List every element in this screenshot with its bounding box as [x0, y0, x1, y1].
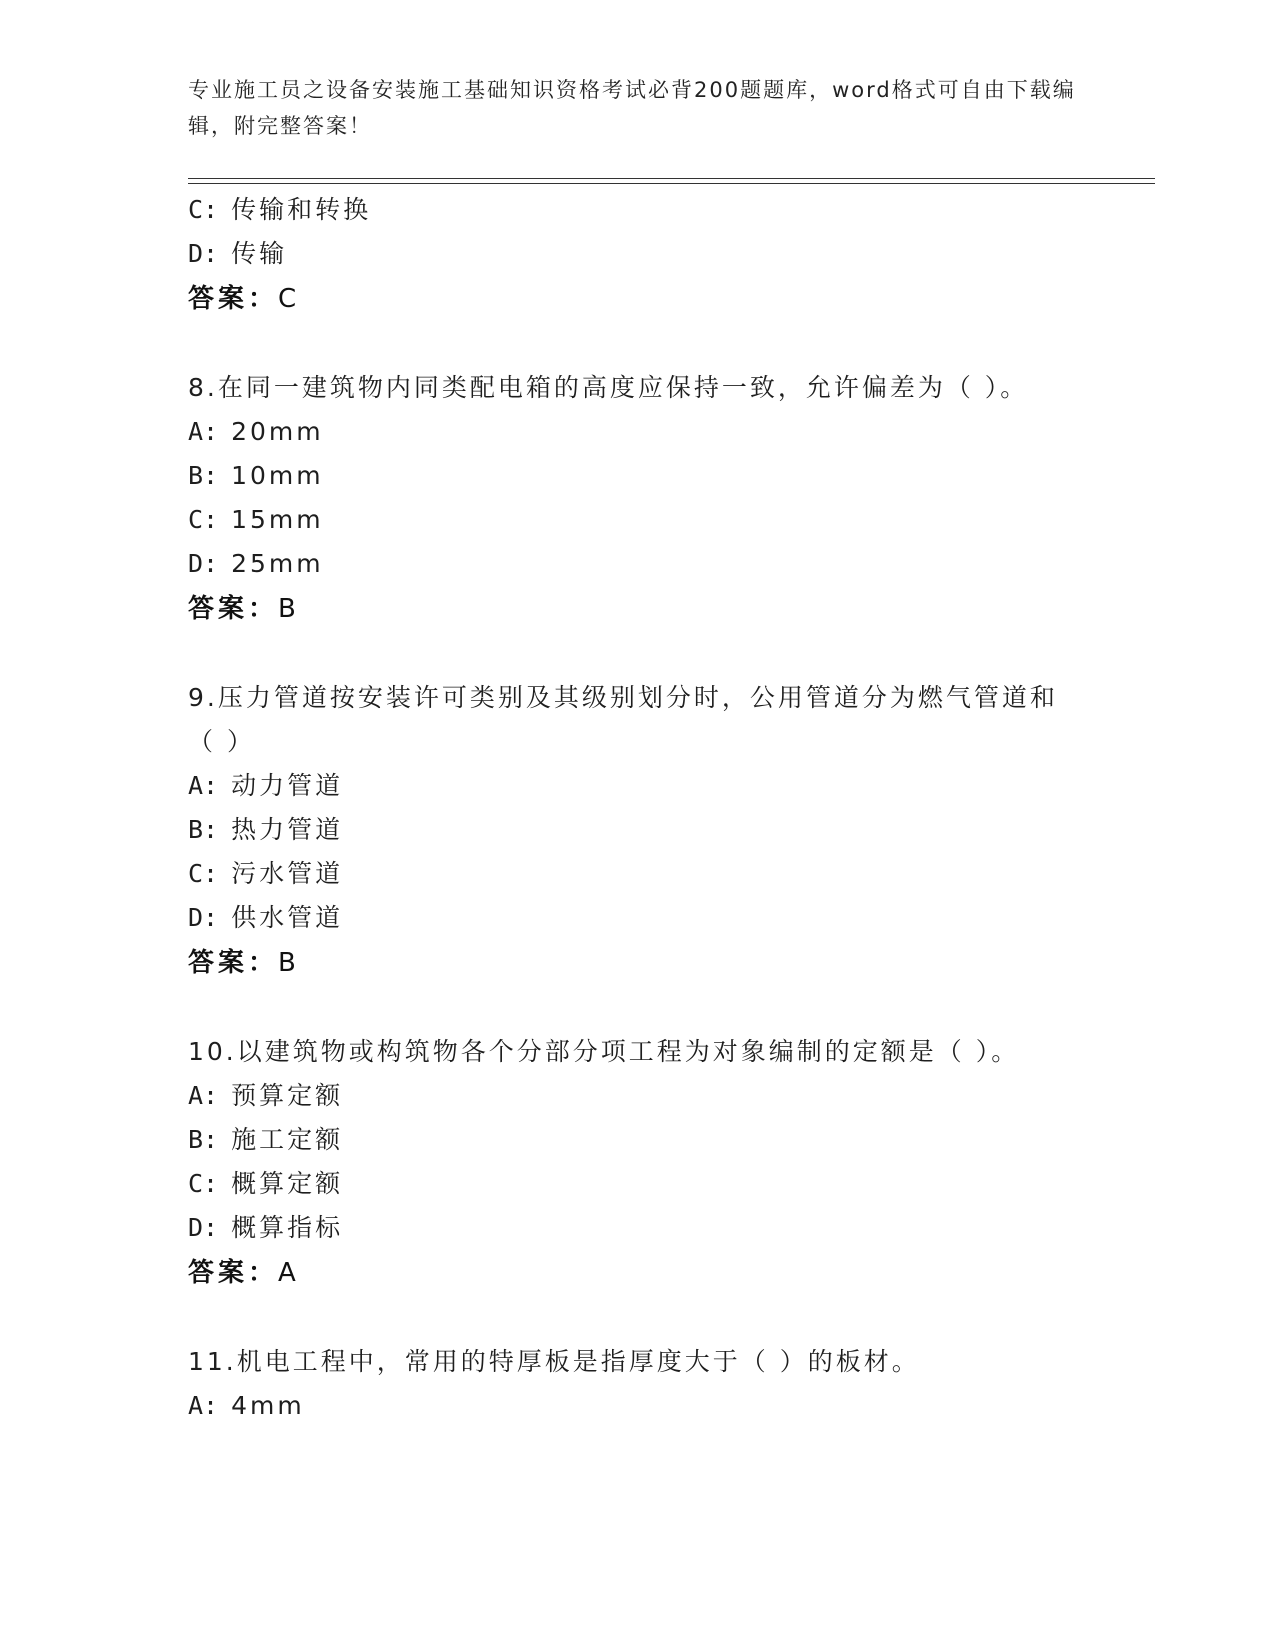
- option-a: [188, 410, 1088, 454]
- answer-value: C: [278, 284, 298, 314]
- answer-label: 答案：: [188, 948, 279, 978]
- option-b: [188, 808, 1088, 852]
- option-c: [188, 188, 1088, 232]
- option-d: [188, 542, 1088, 586]
- option-text: 动力管道: [231, 771, 344, 800]
- option-label: B:: [188, 1125, 219, 1154]
- answer-value: A: [278, 1258, 297, 1288]
- option-text: 传输和转换: [231, 195, 372, 224]
- option-label: A:: [188, 417, 219, 446]
- option-label: C:: [188, 859, 219, 888]
- answer-value: B: [278, 594, 297, 624]
- option-a: [188, 764, 1088, 808]
- answer-line: [188, 1250, 1088, 1296]
- answer-label: 答案：: [188, 1258, 279, 1288]
- option-text: 15mm: [231, 505, 324, 534]
- option-text: 传输: [231, 239, 288, 268]
- question-number: 10.: [188, 1037, 237, 1066]
- option-text: 4mm: [231, 1391, 305, 1420]
- answer-line: [188, 586, 1088, 632]
- option-label: A:: [188, 1391, 219, 1420]
- option-text: 预算定额: [231, 1081, 344, 1110]
- answer-label: 答案：: [188, 284, 279, 314]
- option-label: D:: [188, 903, 219, 932]
- question-text: 在同一建筑物内同类配电箱的高度应保持一致，允许偏差为（ ）。: [217, 373, 1029, 402]
- option-a: [188, 1384, 1088, 1428]
- option-text: 10mm: [231, 461, 324, 490]
- option-b: [188, 1118, 1088, 1162]
- header-divider-top: [188, 178, 1155, 179]
- question-stem: [188, 1340, 1068, 1384]
- option-c: [188, 498, 1088, 542]
- option-text: 25mm: [231, 549, 324, 578]
- question-stem: [188, 1030, 1068, 1074]
- option-d: [188, 896, 1088, 940]
- question-number: 8.: [188, 373, 218, 402]
- question-stem: [188, 366, 1068, 410]
- option-label: D:: [188, 549, 219, 578]
- question-list: [188, 188, 1088, 1428]
- option-text: 施工定额: [231, 1125, 344, 1154]
- option-text: 概算指标: [231, 1213, 344, 1242]
- answer-line: [188, 940, 1088, 986]
- option-a: [188, 1074, 1088, 1118]
- question-11: [188, 1340, 1088, 1428]
- option-label: A:: [188, 1081, 219, 1110]
- option-text: 概算定额: [231, 1169, 344, 1198]
- answer-line: [188, 276, 1088, 322]
- question-number: 11.: [188, 1347, 237, 1376]
- option-label: D:: [188, 239, 219, 268]
- option-label: A:: [188, 771, 219, 800]
- question-9: [188, 676, 1088, 986]
- question-number: 9.: [188, 683, 218, 712]
- option-label: C:: [188, 505, 219, 534]
- question-text: 机电工程中，常用的特厚板是指厚度大于（ ）的板材。: [236, 1347, 920, 1376]
- option-c: [188, 852, 1088, 896]
- previous-question-fragment: [188, 188, 1088, 322]
- question-text: 压力管道按安装许可类别及其级别划分时，公用管道分为燃气管道和（ ）: [188, 683, 1058, 756]
- option-c: [188, 1162, 1088, 1206]
- option-label: D:: [188, 1213, 219, 1242]
- option-label: B:: [188, 461, 219, 490]
- option-label: C:: [188, 195, 219, 224]
- option-b: [188, 454, 1088, 498]
- answer-value: B: [278, 948, 297, 978]
- question-stem: [188, 676, 1068, 764]
- option-text: 供水管道: [231, 903, 344, 932]
- document-header: 专业施工员之设备安装施工基础知识资格考试必背200题题库，word格式可自由下载编辑，附完整答案！: [188, 78, 1076, 138]
- option-label: C:: [188, 1169, 219, 1198]
- option-d: [188, 1206, 1088, 1250]
- option-text: 20mm: [231, 417, 324, 446]
- question-text: 以建筑物或构筑物各个分部分项工程为对象编制的定额是（ ）。: [236, 1037, 1020, 1066]
- question-10: [188, 1030, 1088, 1296]
- option-d: [188, 232, 1088, 276]
- option-text: 热力管道: [231, 815, 344, 844]
- answer-label: 答案：: [188, 594, 279, 624]
- header-divider-bottom: [188, 183, 1155, 184]
- question-8: [188, 366, 1088, 632]
- option-label: B:: [188, 815, 219, 844]
- option-text: 污水管道: [231, 859, 344, 888]
